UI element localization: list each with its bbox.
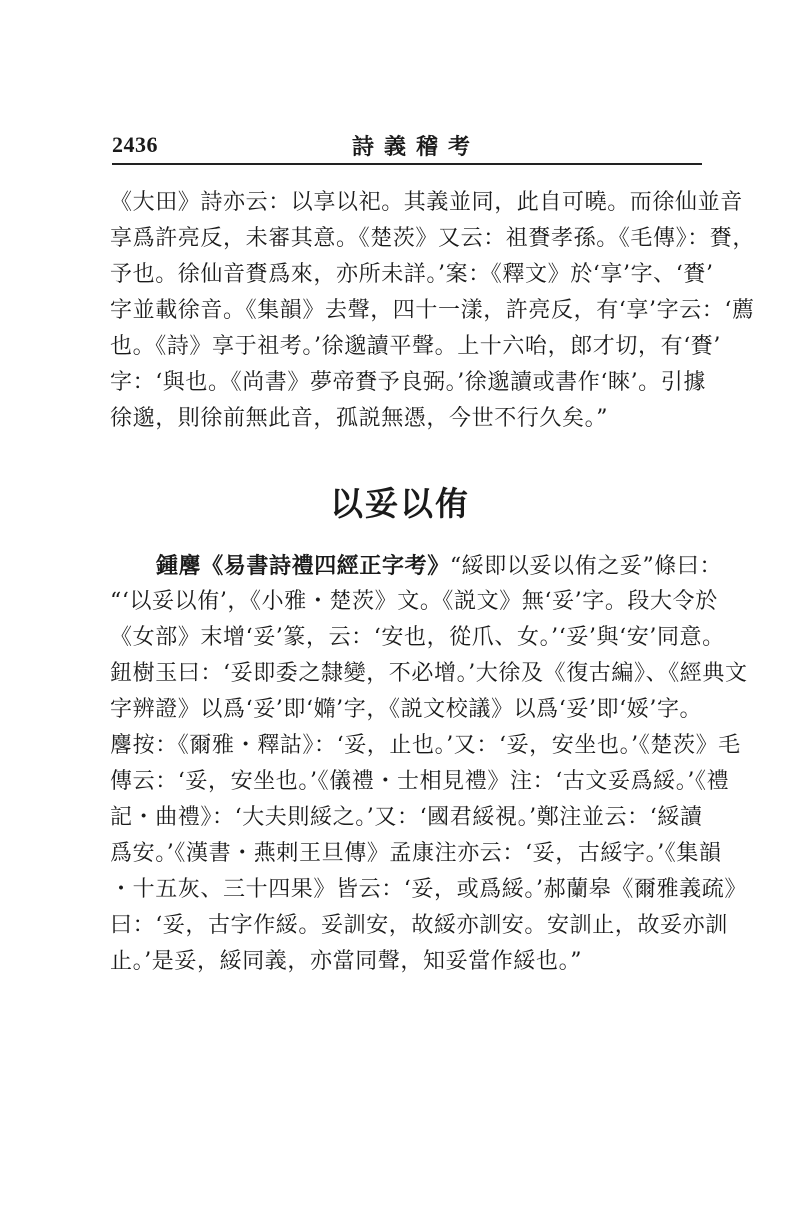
section-heading: 以妥以侑	[330, 484, 470, 523]
text-line: 《女部》末增‘妥’篆，云：‘安也，從爪、女。’‘妥’與‘安’同意。	[110, 625, 725, 650]
running-title: 詩義稽考	[352, 134, 481, 160]
text-line: 享爲許亮反，未審其意。《楚茨》又云：祖賚孝孫。《毛傳》：賚，	[110, 226, 756, 251]
text-line: 字並載徐音。《集韻》去聲，四十一漾，許亮反，有‘享’字云：‘薦	[110, 298, 755, 323]
text-line: 字：‘與也。《尚書》夢帝賚予良弼。’徐邈讀或書作‘睞’。引據	[110, 370, 706, 395]
text-line: 記・曲禮》：‘大夫則綏之。’又：‘國君綏視。’鄭注並云：‘綏讀	[110, 805, 703, 830]
text-line: 鈕樹玉曰：‘妥即委之隸變，不必增。’大徐及《復古編》、《經典文	[110, 661, 748, 686]
text-line: 曰：‘妥，古字作綏。妥訓安，故綏亦訓安。安訓止，故妥亦訓	[110, 913, 728, 938]
text-line: 傳云：‘妥，安坐也。’《儀禮・士相見禮》注：‘古文妥爲綏。’《禮	[110, 769, 730, 794]
cited-work-author: 鍾麐《易書詩禮四經正字考》	[156, 553, 450, 579]
lead-text: “綏即以妥以侑之妥”條曰：	[449, 554, 723, 579]
text-line: 《大田》詩亦云：以享以祀。其義並同，此自可曉。而徐仙並音	[110, 190, 743, 215]
text-line: 麐按：《爾雅・釋詁》：‘妥，止也。’又：‘妥，安坐也。’《楚茨》毛	[110, 733, 741, 758]
text-line: 徐邈，則徐前無此音，孤説無憑，今世不行久矣。”	[110, 406, 609, 431]
text-line-lead	[110, 548, 723, 584]
text-line: 予也。徐仙音賚爲來，亦所未詳。’案：《釋文》於‘享’字、‘賚’	[110, 262, 714, 287]
text-line: 字辨證》以爲‘妥’即‘嫷’字，《説文校議》以爲‘妥’即‘娞’字。	[110, 697, 703, 722]
page-header	[112, 128, 702, 166]
text-line: 爲安。’《漢書・燕剌王旦傳》孟康注亦云：‘妥，古綏字。’《集韻	[110, 841, 722, 866]
paragraph-continuation	[110, 185, 756, 437]
text-line: ・十五灰、三十四果》皆云：‘妥，或爲綏。’郝蘭皋《爾雅義疏》	[110, 877, 747, 902]
paragraph-main	[110, 548, 748, 980]
header-rule	[112, 163, 702, 165]
page-number: 2436	[112, 132, 158, 157]
text-line: 止。’是妥，綏同義，亦當同聲，知妥當作綏也。”	[110, 949, 583, 974]
text-line: “‘以妥以侑’，《小雅・楚茨》文。《説文》無‘妥’字。段大令於	[110, 589, 718, 614]
text-line: 也。《詩》享于祖考。’徐邈讀平聲。上十六咍，郎才切，有‘賚’	[110, 334, 721, 359]
